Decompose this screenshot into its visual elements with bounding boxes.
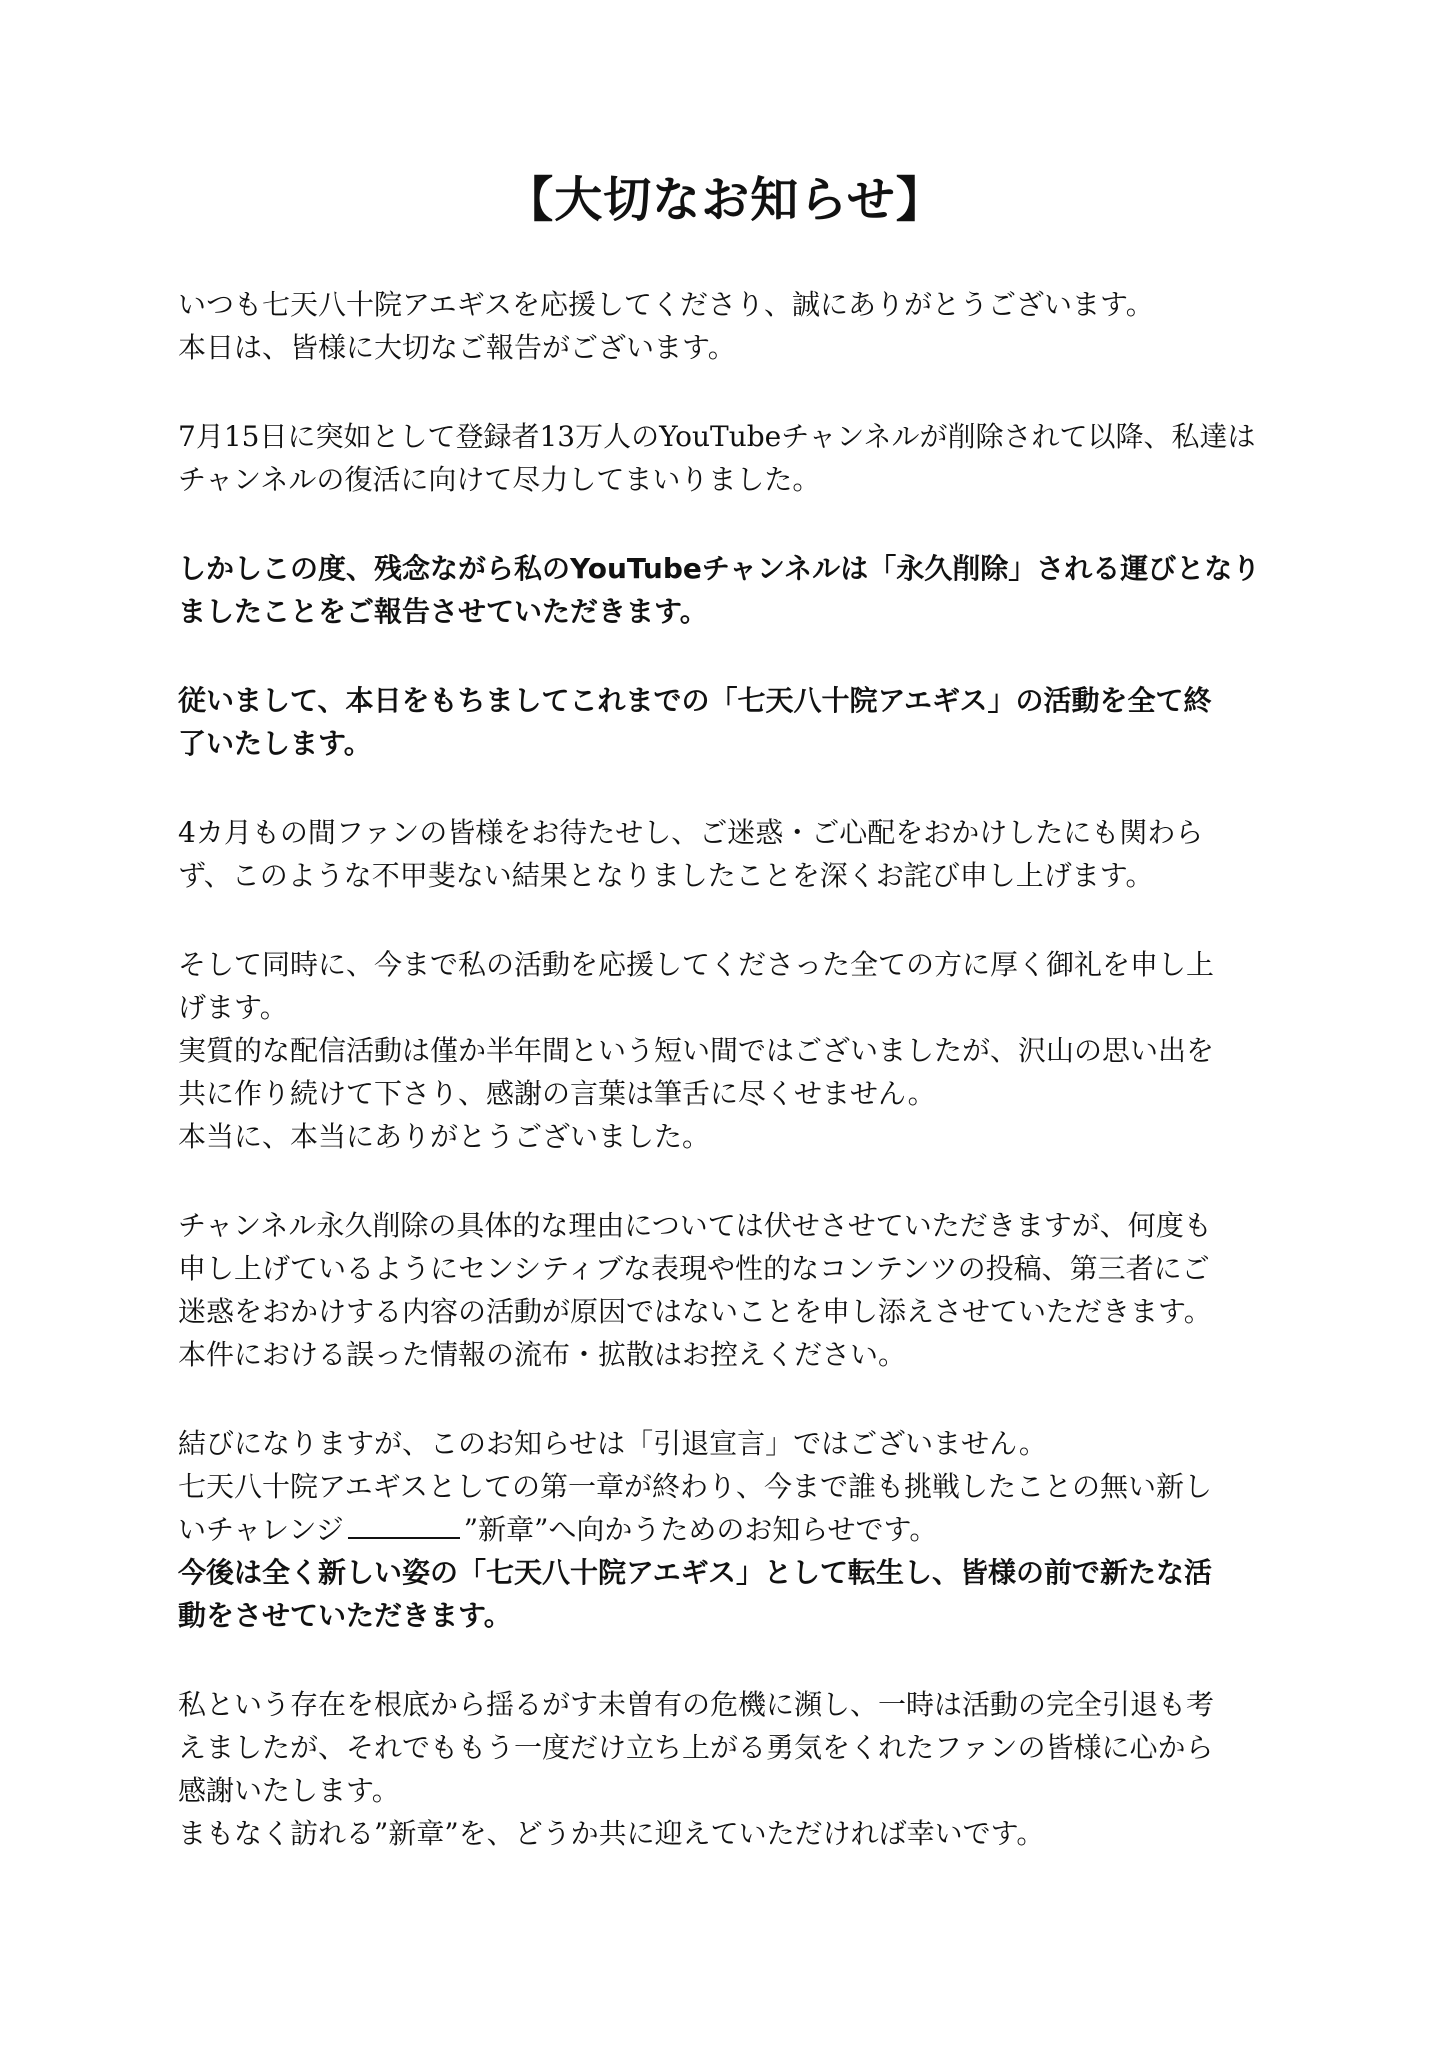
text-line: ましたことをご報告させていただきます。 xyxy=(178,595,708,628)
text-line: 動をさせていただきます。 xyxy=(178,1599,512,1632)
text-line: ず、このような不甲斐ない結果となりましたことを深くお詫び申し上げます。 xyxy=(178,859,1154,892)
paragraph-thanks xyxy=(178,943,1288,1158)
text-line: 本件における誤った情報の流布・拡散はお控えください。 xyxy=(178,1338,907,1371)
paragraph-apology xyxy=(178,811,1288,897)
text-line: 4カ月もの間ファンの皆様をお待たせし、ご迷惑・ご心配をおかけしたにも関わら xyxy=(178,816,1204,849)
text-line: 今後は全く新しい姿の「七天八十院アエギス」として転生し、皆様の前で新たな活 xyxy=(178,1556,1213,1589)
text-line: 7月15日に突如として登録者13万人のYouTubeチャンネルが削除されて以降、私達は xyxy=(178,420,1256,453)
challenge-line xyxy=(178,1508,1288,1551)
paragraph-background xyxy=(178,415,1288,501)
text-line: 申し上げているようにセンシティブな表現や性的なコンテンツの投稿、第三者にご xyxy=(178,1252,1210,1285)
text-line: チャンネル永久削除の具体的な理由については伏せさせていただきますが、何度も xyxy=(178,1209,1212,1242)
text-line: 迷惑をおかけする内容の活動が原因ではないことを申し添えさせていただきます。 xyxy=(178,1295,1212,1328)
text-line: しかしこの度、残念ながら私のYouTubeチャンネルは「永久削除」される運びとなり xyxy=(178,552,1261,585)
text-line: 共に作り続けて下さり、感謝の言葉は筆舌に尽くせません。 xyxy=(178,1077,936,1110)
text-line: えましたが、それでももう一度だけ立ち上がる勇気をくれたファンの皆様に心から xyxy=(178,1731,1214,1764)
text-line: そして同時に、今まで私の活動を応援してくださった全ての方に厚く御礼を申し上 xyxy=(178,948,1215,981)
paragraph-activity-end xyxy=(178,679,1288,765)
text-line: 了いたします。 xyxy=(178,727,372,760)
text-line: げます。 xyxy=(178,991,288,1024)
challenge-line-end: ”新章”へ向かうためのお知らせです。 xyxy=(463,1513,938,1546)
challenge-line-start: いチャレンジ xyxy=(178,1513,344,1546)
text-line: 私という存在を根底から揺るがす未曽有の危機に瀕し、一時は活動の完全引退も考 xyxy=(178,1688,1215,1721)
paragraph-new-chapter xyxy=(178,1422,1288,1637)
text-line: 感謝いたします。 xyxy=(178,1774,400,1807)
text-line: 本日は、皆様に大切なご報告がございます。 xyxy=(178,331,736,364)
page-title: 【大切なお知らせ】 xyxy=(505,172,945,228)
text-line: 実質的な配信活動は僅か半年間という短い間ではございましたが、沢山の思い出を xyxy=(178,1034,1215,1067)
text-line: いつも七天八十院アエギスを応援してくださり、誠にありがとうございます。 xyxy=(178,288,1154,321)
paragraph-reason xyxy=(178,1204,1288,1376)
text-line: 七天八十院アエギスとしての第一章が終わり、今まで誰も挑戦したことの無い新し xyxy=(178,1470,1213,1503)
underline-blank xyxy=(348,1511,460,1539)
announcement-body xyxy=(178,283,1288,1901)
text-line: 本当に、本当にありがとうございました。 xyxy=(178,1120,711,1153)
text-line: まもなく訪れる”新章”を、どうか共に迎えていただければ幸いです。 xyxy=(178,1817,1045,1850)
paragraph-permanent-deletion xyxy=(178,547,1288,633)
paragraph-closing xyxy=(178,1683,1288,1855)
text-line: 結びになりますが、このお知らせは「引退宣言」ではございません。 xyxy=(178,1427,1047,1460)
text-line: チャンネルの復活に向けて尽力してまいりました。 xyxy=(178,463,821,496)
paragraph-greeting xyxy=(178,283,1288,369)
text-line: 従いまして、本日をもちましてこれまでの「七天八十院アエギス」の活動を全て終 xyxy=(178,684,1212,717)
